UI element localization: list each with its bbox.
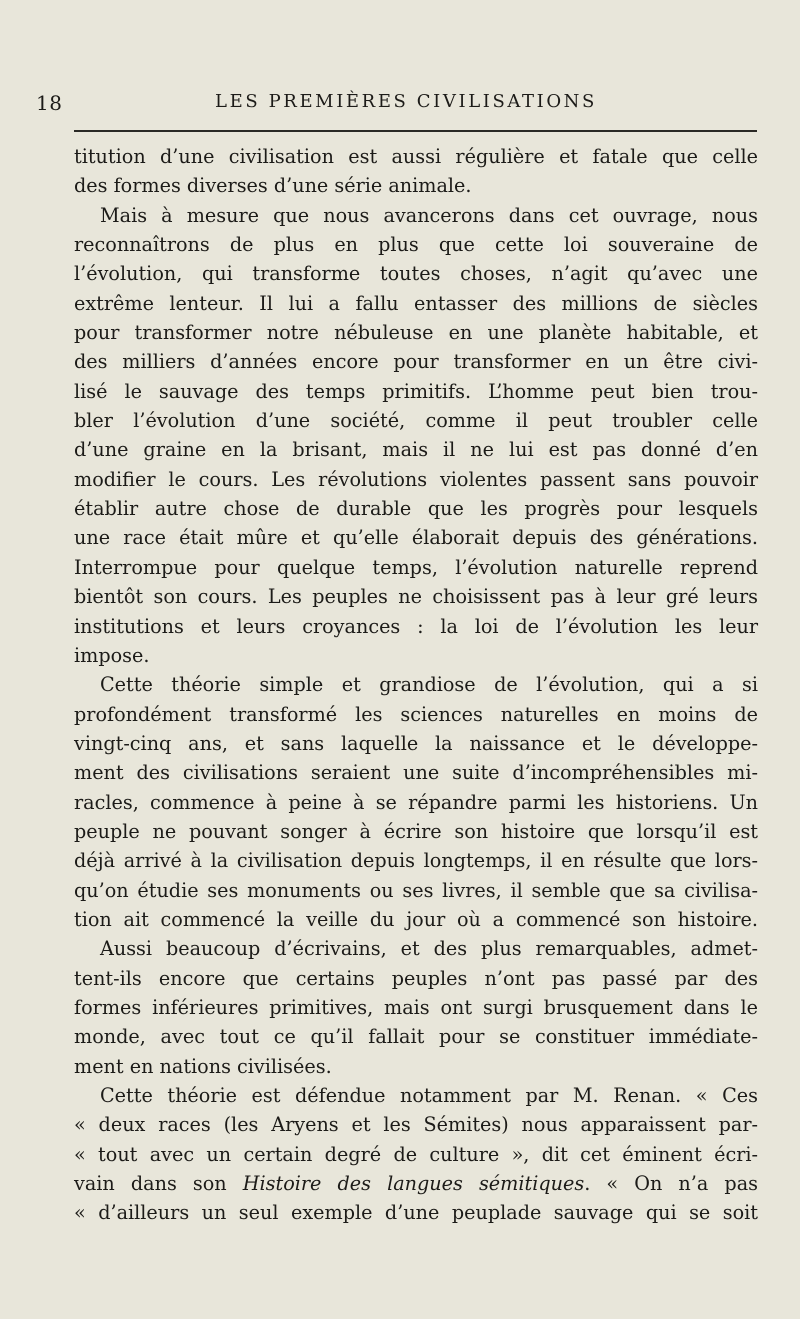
text-line: modifier le cours. Les révolutions violentes passent sans pouvoir <box>74 467 758 491</box>
text-line: ment en nations civilisées. <box>74 1054 332 1078</box>
text-line: d’une graine en la brisant, mais il ne lui est pas donné d’en <box>74 438 758 462</box>
text-line: « tout avec un certain degré de culture », dit cet éminent écri- <box>74 1142 758 1166</box>
text-line: racles, commence à peine à se répandre parmi les historiens. Un <box>74 790 758 814</box>
text-line: tion ait commencé la veille du jour où a commencé son histoire. <box>74 907 758 931</box>
text-line: lisé le sauvage des temps primitifs. L’homme peut bien trou- <box>74 379 758 403</box>
text-line: déjà arrivé à la civilisation depuis longtemps, il en résulte que lors- <box>74 849 758 873</box>
text-line: institutions et leurs croyances : la loi de l’évolution les leur <box>74 614 758 638</box>
header-rule <box>74 130 757 132</box>
running-title: LES PREMIÈRES CIVILISATIONS <box>215 91 597 112</box>
text-line: établir autre chose de durable que les progrès pour lesquels <box>74 497 758 521</box>
text-line: monde, avec tout ce qu’il fallait pour se constituer immédiate- <box>74 1025 758 1049</box>
text-line: Interrompue pour quelque temps, l’évolution naturelle reprend <box>74 555 758 579</box>
text-line: Cette théorie simple et grandiose de l’évolution, qui a si <box>100 673 758 697</box>
body-text <box>74 142 758 1228</box>
text-line: profondément transformé les sciences naturelles en moins de <box>74 702 758 726</box>
text-line: tent-ils encore que certains peuples n’ont pas passé par des <box>74 966 758 990</box>
text-line: qu’on étudie ses monuments ou ses livres, il semble que sa civilisa- <box>74 878 758 902</box>
text-line: vingt-cinq ans, et sans laquelle la naissance et le développe- <box>74 731 758 755</box>
text-line: pour transformer notre nébuleuse en une planète habitable, et <box>74 321 758 345</box>
text-line: « deux races (les Aryens et les Sémites) nous apparaissent par- <box>74 1113 758 1137</box>
page-number: 18 <box>36 91 63 115</box>
page-header <box>36 91 758 121</box>
text-line: « d’ailleurs un seul exemple d’une peuplade sauvage qui se soit <box>74 1201 758 1225</box>
text-line: des formes diverses d’une série animale. <box>74 174 472 198</box>
text-line: peuple ne pouvant songer à écrire son histoire que lorsqu’il est <box>74 819 758 843</box>
text-line: reconnaîtrons de plus en plus que cette loi souveraine de <box>74 233 758 257</box>
text-line: impose. <box>74 643 150 667</box>
text-line: titution d’une civilisation est aussi régulière et fatale que celle <box>74 145 758 168</box>
text-segment: . « On n’a pas <box>584 1172 758 1196</box>
text-line: bler l’évolution d’une société, comme il peut troubler celle <box>74 409 758 433</box>
text-line: des milliers d’années encore pour transformer en un être civi- <box>74 350 758 374</box>
text-line-with-title <box>74 1169 758 1198</box>
text-line: formes inférieures primitives, mais ont surgi brusquement dans le <box>74 995 758 1019</box>
text-line: bientôt son cours. Les peuples ne choisissent pas à leur gré leurs <box>74 585 758 609</box>
text-line: Cette théorie est défendue notamment par M. Renan. « Ces <box>100 1084 758 1107</box>
text-line: extrême lenteur. Il lui a fallu entasser des millions de siècles <box>74 291 758 315</box>
text-segment: vain dans son <box>74 1172 243 1196</box>
text-line: Aussi beaucoup d’écrivains, et des plus remarquables, admet- <box>100 937 758 961</box>
text-line: une race était mûre et qu’elle élaborait depuis des générations. <box>74 526 758 550</box>
book-title-italic: Histoire des langues sémitiques <box>242 1172 585 1196</box>
text-line: Mais à mesure que nous avancerons dans cet ouvrage, nous <box>100 203 758 227</box>
text-line: ment des civilisations seraient une suite d’incompréhensibles mi- <box>74 761 758 785</box>
text-line: l’évolution, qui transforme toutes choses, n’agit qu’avec une <box>74 262 758 286</box>
